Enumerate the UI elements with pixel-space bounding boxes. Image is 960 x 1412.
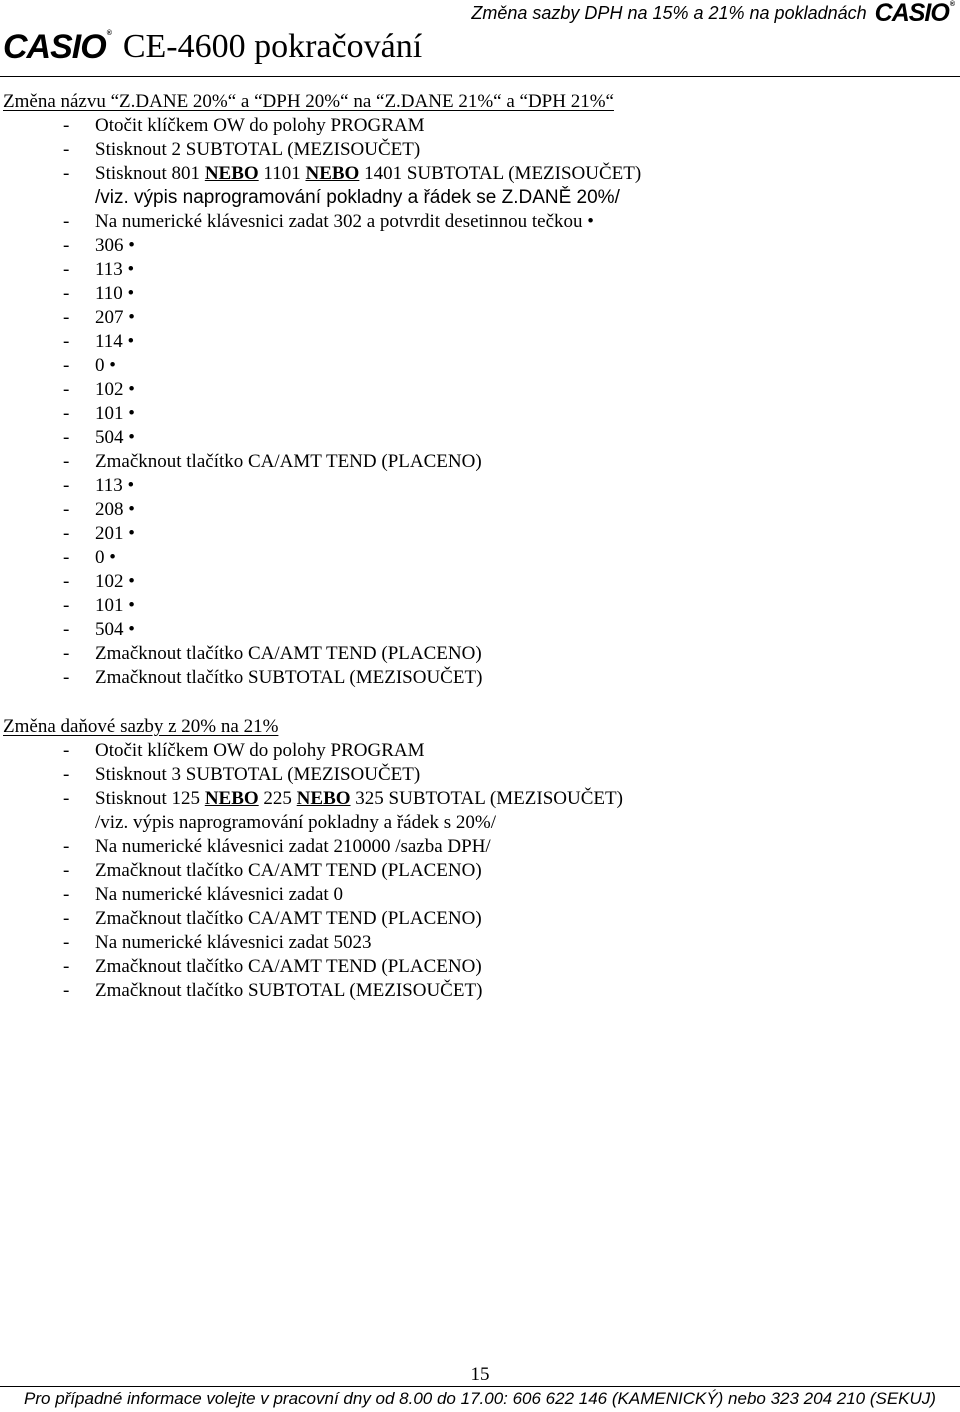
casio-logo: CASIO ® (3, 28, 111, 66)
step-item: - 0 • (63, 547, 116, 568)
step-item: - 306 • (63, 235, 135, 256)
step-item: - Otočit klíčkem OW do polohy PROGRAM (63, 115, 425, 136)
footer-contact-note: Pro případné informace volejte v pracovní dny od 8.00 do 17.00: 606 622 146 (KAMENICKÝ) nebo 323 204 210 (SEKUJ) (24, 1389, 936, 1408)
step-item: - 504 • (63, 619, 135, 640)
step-item: - Otočit klíčkem OW do polohy PROGRAM (63, 740, 425, 761)
document-title: CE-4600 pokračování (122, 28, 423, 65)
step-item: - 114 • (63, 331, 135, 352)
step-item: - Na numerické klávesnici zadat 0 (63, 884, 343, 905)
step-list (3, 739, 623, 835)
section-change-rate (3, 715, 623, 1003)
step-item: - 113 • (63, 259, 135, 280)
header-subtitle: Změna sazby DPH na 15% a 21% na pokladnách (471, 3, 867, 23)
step-item: - 504 • (63, 427, 135, 448)
step-item: - Zmačknout tlačítko SUBTOTAL (MEZISOUČET) (63, 667, 483, 688)
step-item: - Stisknout 2 SUBTOTAL (MEZISOUČET) (63, 139, 421, 160)
footer-divider (0, 1386, 960, 1387)
step-item: - Zmačknout tlačítko SUBTOTAL (MEZISOUČET) (63, 980, 483, 1001)
page-number: 15 (470, 1364, 490, 1385)
header-divider (0, 76, 960, 77)
step-item: - 0 • (63, 355, 116, 376)
step-item: - 102 • (63, 571, 135, 592)
step-item: - 201 • (63, 523, 135, 544)
step-item: - Na numerické klávesnici zadat 302 a potvrdit desetinnou tečkou • (63, 211, 594, 232)
casio-logo-small: CASIO ® (874, 0, 954, 27)
step-item: - Zmačknout tlačítko CA/AMT TEND (PLACENO) (63, 908, 482, 929)
step-item: - Zmačknout tlačítko CA/AMT TEND (PLACENO) (63, 643, 482, 664)
step-list (3, 114, 641, 210)
step-item: - Na numerické klávesnici zadat 210000 /sazba DPH/ (63, 836, 491, 857)
running-header (471, 1, 954, 26)
step-item: - Zmačknout tlačítko CA/AMT TEND (PLACENO) (63, 451, 482, 472)
step-item: - Stisknout 801 NEBO 1101 NEBO 1401 SUBTOTAL (MEZISOUČET) (63, 163, 642, 184)
code-list (3, 210, 641, 690)
section-title: Změna daňové sazby z 20% na 21% (3, 716, 279, 737)
step-item: - Zmačknout tlačítko CA/AMT TEND (PLACENO) (63, 860, 482, 881)
step-item: - 207 • (63, 307, 135, 328)
section-title: Změna názvu “Z.DANE 20%“ a “DPH 20%“ na “Z.DANE 21%“ a “DPH 21%“ (3, 91, 614, 112)
step-note: /viz. výpis naprogramování pokladny a řádek se Z.DANĚ 20%/ (95, 187, 620, 208)
step-item: - 110 • (63, 283, 135, 304)
section-rename-tax (3, 90, 641, 690)
step-item: - 113 • (63, 475, 135, 496)
step-item: - Stisknout 3 SUBTOTAL (MEZISOUČET) (63, 764, 421, 785)
step-item: - 208 • (63, 499, 135, 520)
step-item: - Zmačknout tlačítko CA/AMT TEND (PLACENO) (63, 956, 482, 977)
document-title-row (3, 28, 422, 66)
step-item: - 101 • (63, 403, 135, 424)
step-item: - 101 • (63, 595, 135, 616)
step-item: - Stisknout 125 NEBO 225 NEBO 325 SUBTOTAL (MEZISOUČET) (63, 788, 623, 809)
step-note: /viz. výpis naprogramování pokladny a řádek s 20%/ (95, 812, 497, 833)
step-item: - 102 • (63, 379, 135, 400)
step-list-continued (3, 835, 623, 1003)
step-item: - Na numerické klávesnici zadat 5023 (63, 932, 372, 953)
